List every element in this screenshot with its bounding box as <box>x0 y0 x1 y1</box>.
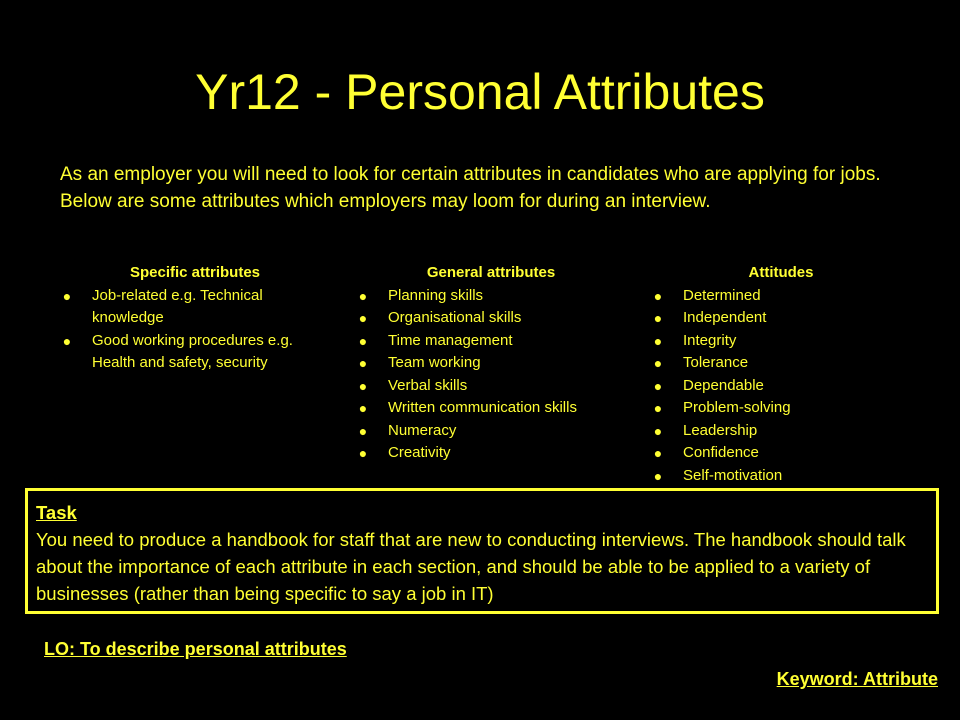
list-item <box>646 442 916 465</box>
list-item <box>646 352 916 375</box>
list-item <box>351 285 631 308</box>
bullet-icon: ● <box>653 332 663 349</box>
bullet-icon: ● <box>358 287 368 304</box>
list-item <box>646 397 916 420</box>
bullet-icon: ● <box>653 310 663 326</box>
attribute-list <box>351 285 631 465</box>
column-heading: Specific attributes <box>129 264 261 281</box>
list-item-text: Dependable <box>683 376 764 394</box>
task-text: You need to produce a handbook for staff that are new to conducting interviews. The handbook should talk about the importance of each attribute in each section, and should be able to be applied to a variety of businesses (rather than being specific to say a job in IT) <box>36 529 906 604</box>
list-item-text: Self-motivation <box>683 466 783 484</box>
bullet-icon: ● <box>653 467 663 484</box>
list-item <box>351 375 631 398</box>
list-item <box>646 307 916 330</box>
task-box <box>25 488 939 614</box>
list-item <box>351 442 631 465</box>
bullet-icon: ● <box>653 445 663 461</box>
column-heading: Attitudes <box>748 264 814 281</box>
bullet-icon: ● <box>358 355 368 371</box>
slide-title: Yr12 - Personal Attributes <box>195 64 765 120</box>
attribute-list <box>55 285 330 375</box>
list-item <box>646 330 916 353</box>
list-item <box>646 285 916 308</box>
list-item-text: Organisational skills <box>388 309 522 326</box>
list-item <box>646 420 916 443</box>
bullet-icon: ● <box>358 400 368 416</box>
attitudes-column <box>646 262 916 487</box>
bullet-icon: ● <box>653 422 663 439</box>
list-item-text: Team working <box>388 354 481 371</box>
column-heading: General attributes <box>426 264 556 281</box>
attribute-list <box>646 285 916 488</box>
list-item-text: Good working procedures e.g. Health and safety, security <box>92 331 293 371</box>
list-item-text: Independent <box>683 309 767 326</box>
list-item <box>351 330 631 353</box>
list-item <box>351 397 631 420</box>
bullet-icon: ● <box>358 377 368 394</box>
bullet-icon: ● <box>62 332 72 349</box>
list-item-text: Creativity <box>388 444 451 461</box>
list-item <box>55 330 330 375</box>
bullet-icon: ● <box>653 287 663 304</box>
intro-text: As an employer you will need to look for certain attributes in candidates who are applying for jobs. Below are some attributes which employers may loom for during an interview. <box>60 164 881 212</box>
bullet-icon: ● <box>358 422 368 439</box>
bullet-icon: ● <box>358 445 368 461</box>
bullet-icon: ● <box>653 400 663 416</box>
list-item-text: Determined <box>683 286 761 304</box>
bullet-icon: ● <box>358 332 368 349</box>
learning-objective: LO: To describe personal attributes <box>44 639 347 659</box>
list-item <box>351 307 631 330</box>
list-item <box>351 420 631 443</box>
task-heading: Task <box>36 502 77 523</box>
bullet-icon: ● <box>653 377 663 394</box>
bullet-icon: ● <box>358 310 368 326</box>
list-item <box>55 285 330 330</box>
list-item <box>646 465 916 488</box>
list-item-text: Written communication skills <box>388 399 577 416</box>
list-item-text: Integrity <box>683 331 737 349</box>
list-item-text: Planning skills <box>388 286 484 304</box>
list-item-text: Job-related e.g. Technical knowledge <box>92 286 263 326</box>
list-item-text: Problem-solving <box>683 399 791 416</box>
list-item <box>351 352 631 375</box>
specific-attributes-column <box>55 262 330 375</box>
general-attributes-column <box>351 262 631 465</box>
bullet-icon: ● <box>62 287 72 304</box>
list-item <box>646 375 916 398</box>
list-item-text: Confidence <box>683 444 759 461</box>
list-item-text: Numeracy <box>388 421 457 439</box>
list-item-text: Tolerance <box>683 354 749 371</box>
list-item-text: Leadership <box>683 421 758 439</box>
list-item-text: Verbal skills <box>388 376 468 394</box>
keyword-label: Keyword: Attribute <box>776 669 938 689</box>
list-item-text: Time management <box>388 331 513 349</box>
bullet-icon: ● <box>653 355 663 371</box>
